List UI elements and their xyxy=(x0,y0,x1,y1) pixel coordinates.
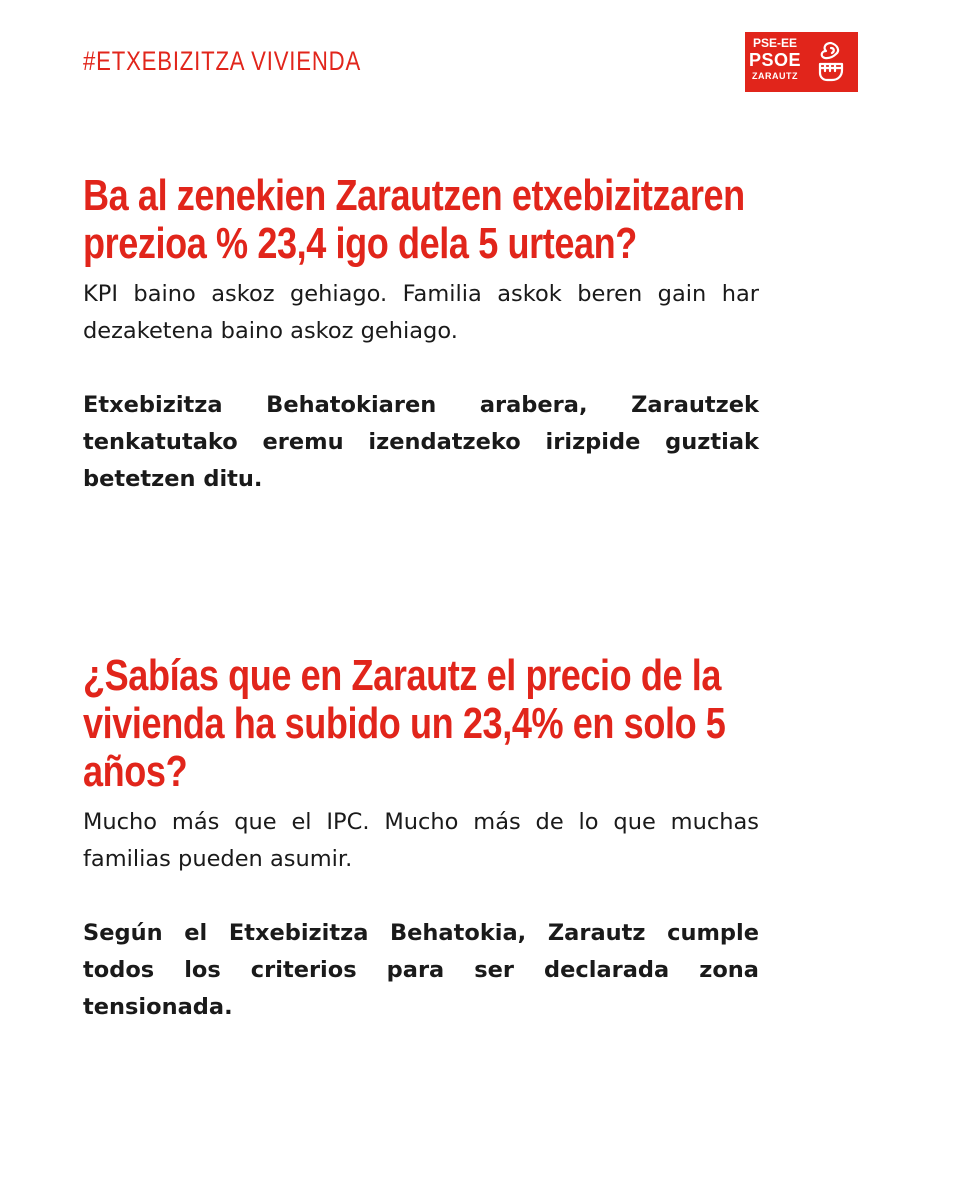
logo-text xyxy=(745,37,805,81)
basque-headline: Ba al zenekien Zarautzen etxebizitzaren prezioa % 23,4 igo dela 5 urtean? xyxy=(83,171,745,268)
basque-bold-paragraph: Etxebizitza Behatokiaren arabera, Zarautzek tenkatutako eremu izendatzeko irizpide guztiak betetzen ditu. xyxy=(83,392,759,492)
logo-line-pse-ee: PSE-EE xyxy=(752,36,797,50)
logo-line-psoe: PSOE xyxy=(748,50,802,70)
basque-section xyxy=(83,172,759,498)
logo-line-zarautz: ZARAUTZ xyxy=(752,71,798,81)
spanish-headline: ¿Sabías que en Zarautz el precio de la vivienda ha subido un 23,4% en solo 5 años? xyxy=(83,651,726,796)
spanish-section xyxy=(83,652,759,1026)
basque-paragraph: KPI baino askoz gehiago. Familia askok beren gain har dezaketena baino askoz gehiago. xyxy=(83,281,759,344)
party-logo xyxy=(745,32,858,92)
spanish-bold-paragraph: Según el Etxebizitza Behatokia, Zarautz cumple todos los criterios para ser declarada zona tensionada. xyxy=(83,920,759,1020)
hashtag-title: #ETXEBIZITZA VIVIENDA xyxy=(83,46,362,76)
spanish-paragraph: Mucho más que el IPC. Mucho más de lo que muchas familias pueden asumir. xyxy=(83,809,759,872)
fist-rose-icon xyxy=(811,40,851,84)
